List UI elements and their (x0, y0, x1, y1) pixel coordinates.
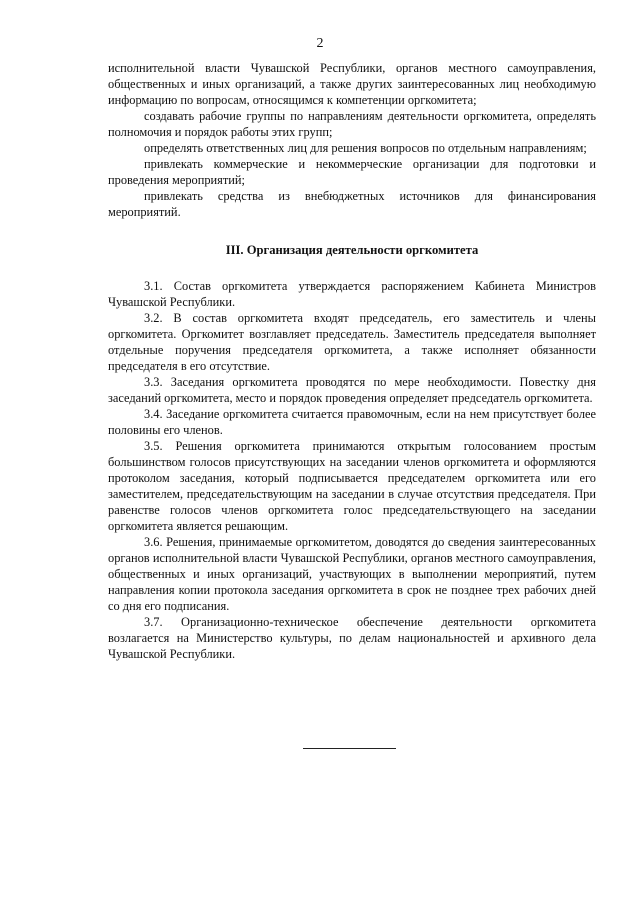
section-paragraph-3-1: 3.1. Состав оргкомитета утверждается распоряжением Кабинета Министров Чувашской Республики. (108, 279, 596, 309)
section-paragraph-3-5: 3.5. Решения оргкомитета принимаются открытым голосованием простым большинством голосов присутствующих на заседании членов оргкомитета и оформляются протоколом заседания, который подписывается председателем оргкомитета или его заместителем, председательствующим на заседании в случае отсутствия председателя. При равенстве голосов членов оргкомитета голос председательствующего на заседании оргкомитета является решающим. (108, 439, 596, 533)
end-of-document-rule (303, 748, 396, 749)
section-paragraph-3-6: 3.6. Решения, принимаемые оргкомитетом, доводятся до сведения заинтересованных органов исполнительной власти Чувашской Республики, органов местного самоуправления, общественных и иных организаций, участвующих в выполнении мероприятий, путем направления копии протокола заседания оргкомитета в срок не позднее трех рабочих дней со дня его подписания. (108, 535, 596, 613)
intro-paragraph: создавать рабочие группы по направлениям деятельности оргкомитета, определять полномочия и порядок работы этих групп; (108, 109, 596, 139)
section-paragraph-3-4: 3.4. Заседание оргкомитета считается правомочным, если на нем присутствует более половины его членов. (108, 407, 596, 437)
intro-paragraph: привлекать средства из внебюджетных источников для финансирования мероприятий. (108, 189, 596, 219)
section-paragraph-3-3: 3.3. Заседания оргкомитета проводятся по мере необходимости. Повестку дня заседаний оргкомитета, место и порядок проведения определяет председатель оргкомитета. (108, 375, 596, 405)
intro-paragraph: определять ответственных лиц для решения вопросов по отдельным направлениям; (144, 141, 587, 155)
section-paragraph-3-2: 3.2. В состав оргкомитета входят председатель, его заместитель и члены оргкомитета. Оргкомитет возглавляет председатель. Заместитель председателя выполняет отдельные поручения председателя оргкомитета, а также исполняет обязанности председателя в его отсутствие. (108, 311, 596, 373)
document-body (108, 60, 596, 662)
section-heading: III. Организация деятельности оргкомитета (225, 243, 479, 257)
intro-paragraph-continued: исполнительной власти Чувашской Республики, органов местного самоуправления, общественных и иных организаций, а также других заинтересованных лиц необходимую информацию по вопросам, относящимся к компетенции оргкомитета; (108, 61, 596, 107)
page-number: 2 (316, 36, 324, 51)
section-paragraph-3-7: 3.7. Организационно-техническое обеспечение деятельности оргкомитета возлагается на Министерство культуры, по делам национальностей и архивного дела Чувашской Республики. (108, 615, 596, 661)
intro-paragraph: привлекать коммерческие и некоммерческие организации для подготовки и проведения мероприятий; (108, 157, 596, 187)
